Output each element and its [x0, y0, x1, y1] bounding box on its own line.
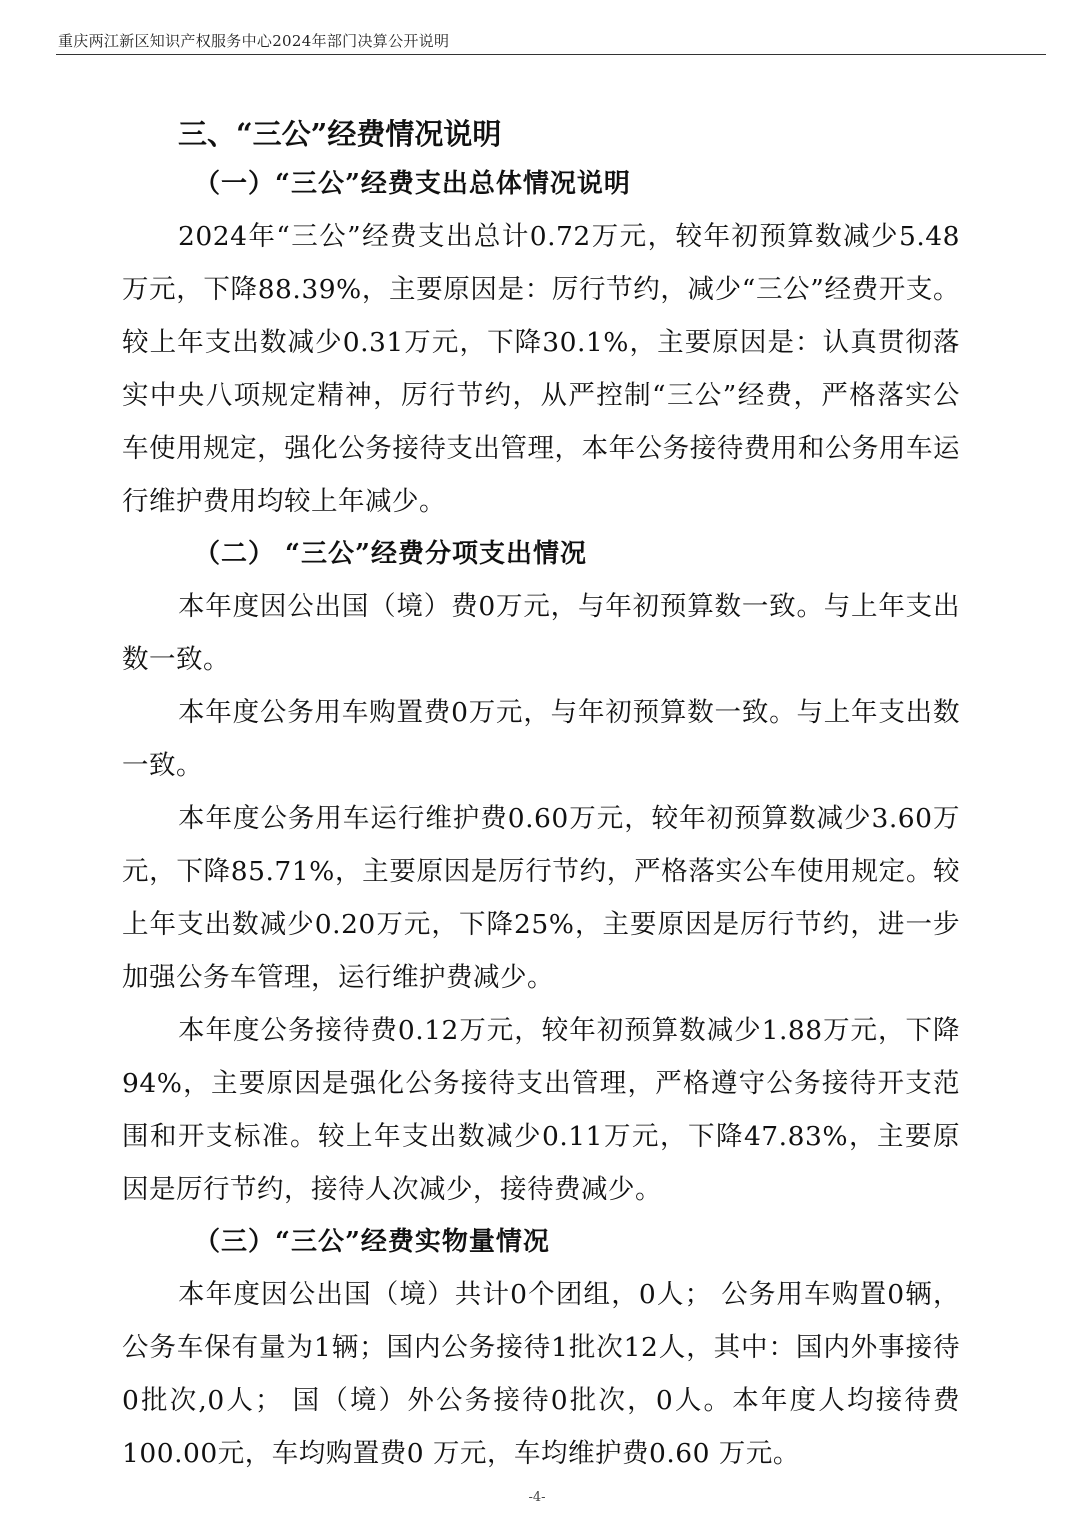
- page-number: -4-: [528, 1490, 546, 1505]
- document-body: [122, 110, 960, 1480]
- paragraph: 2024年“三公”经费支出总计0.72万元，较年初预算数减少5.48万元，下降88.39%，主要原因是：厉行节约，减少“三公”经费开支。较上年支出数减少0.31万元，下降30.1%，主要原因是：认真贯彻落实中央八项规定精神，厉行节约，从严控制“三公”经费，严格落实公车使用规定，强化公务接待支出管理，本年公务接待费用和公务用车运行维护费用均较上年减少。: [122, 221, 960, 517]
- paragraph: 本年度公务用车购置费0万元，与年初预算数一致。与上年支出数一致。: [122, 697, 960, 781]
- paragraph: 本年度公务用车运行维护费0.60万元，较年初预算数减少3.60万元，下降85.71%，主要原因是厉行节约，严格落实公车使用规定。较上年支出数减少0.20万元，下降25%，主要原因是厉行节约，进一步加强公务车管理，运行维护费减少。: [122, 803, 960, 993]
- page-header-title: 重庆两江新区知识产权服务中心2024年部门决算公开说明: [58, 32, 450, 50]
- section-heading: 三、“三公”经费情况说明: [178, 117, 502, 151]
- paragraph: 本年度因公出国（境）费0万元，与年初预算数一致。与上年支出数一致。: [122, 591, 960, 675]
- paragraph: 本年度公务接待费0.12万元，较年初预算数减少1.88万元，下降94%，主要原因是强化公务接待支出管理，严格遵守公务接待开支范围和开支标准。较上年支出数减少0.11万元，下降47.83%，主要原因是厉行节约，接待人次减少，接待费减少。: [122, 1015, 960, 1205]
- subsection-heading-1: （一）“三公”经费支出总体情况说明: [194, 169, 631, 199]
- paragraph: 本年度因公出国（境）共计0个团组，0人； 公务用车购置0辆，公务车保有量为1辆；国内公务接待1批次12人，其中：国内外事接待0批次,0人； 国（境）外公务接待0批次，0人。本年度人均接待费100.00元，车均购置费0 万元，车均维护费0.60 万元。: [122, 1279, 960, 1469]
- subsection-heading-3: （三）“三公”经费实物量情况: [194, 1227, 550, 1257]
- subsection-heading-2: （二） “三公”经费分项支出情况: [194, 539, 587, 569]
- header-divider: [56, 54, 1046, 55]
